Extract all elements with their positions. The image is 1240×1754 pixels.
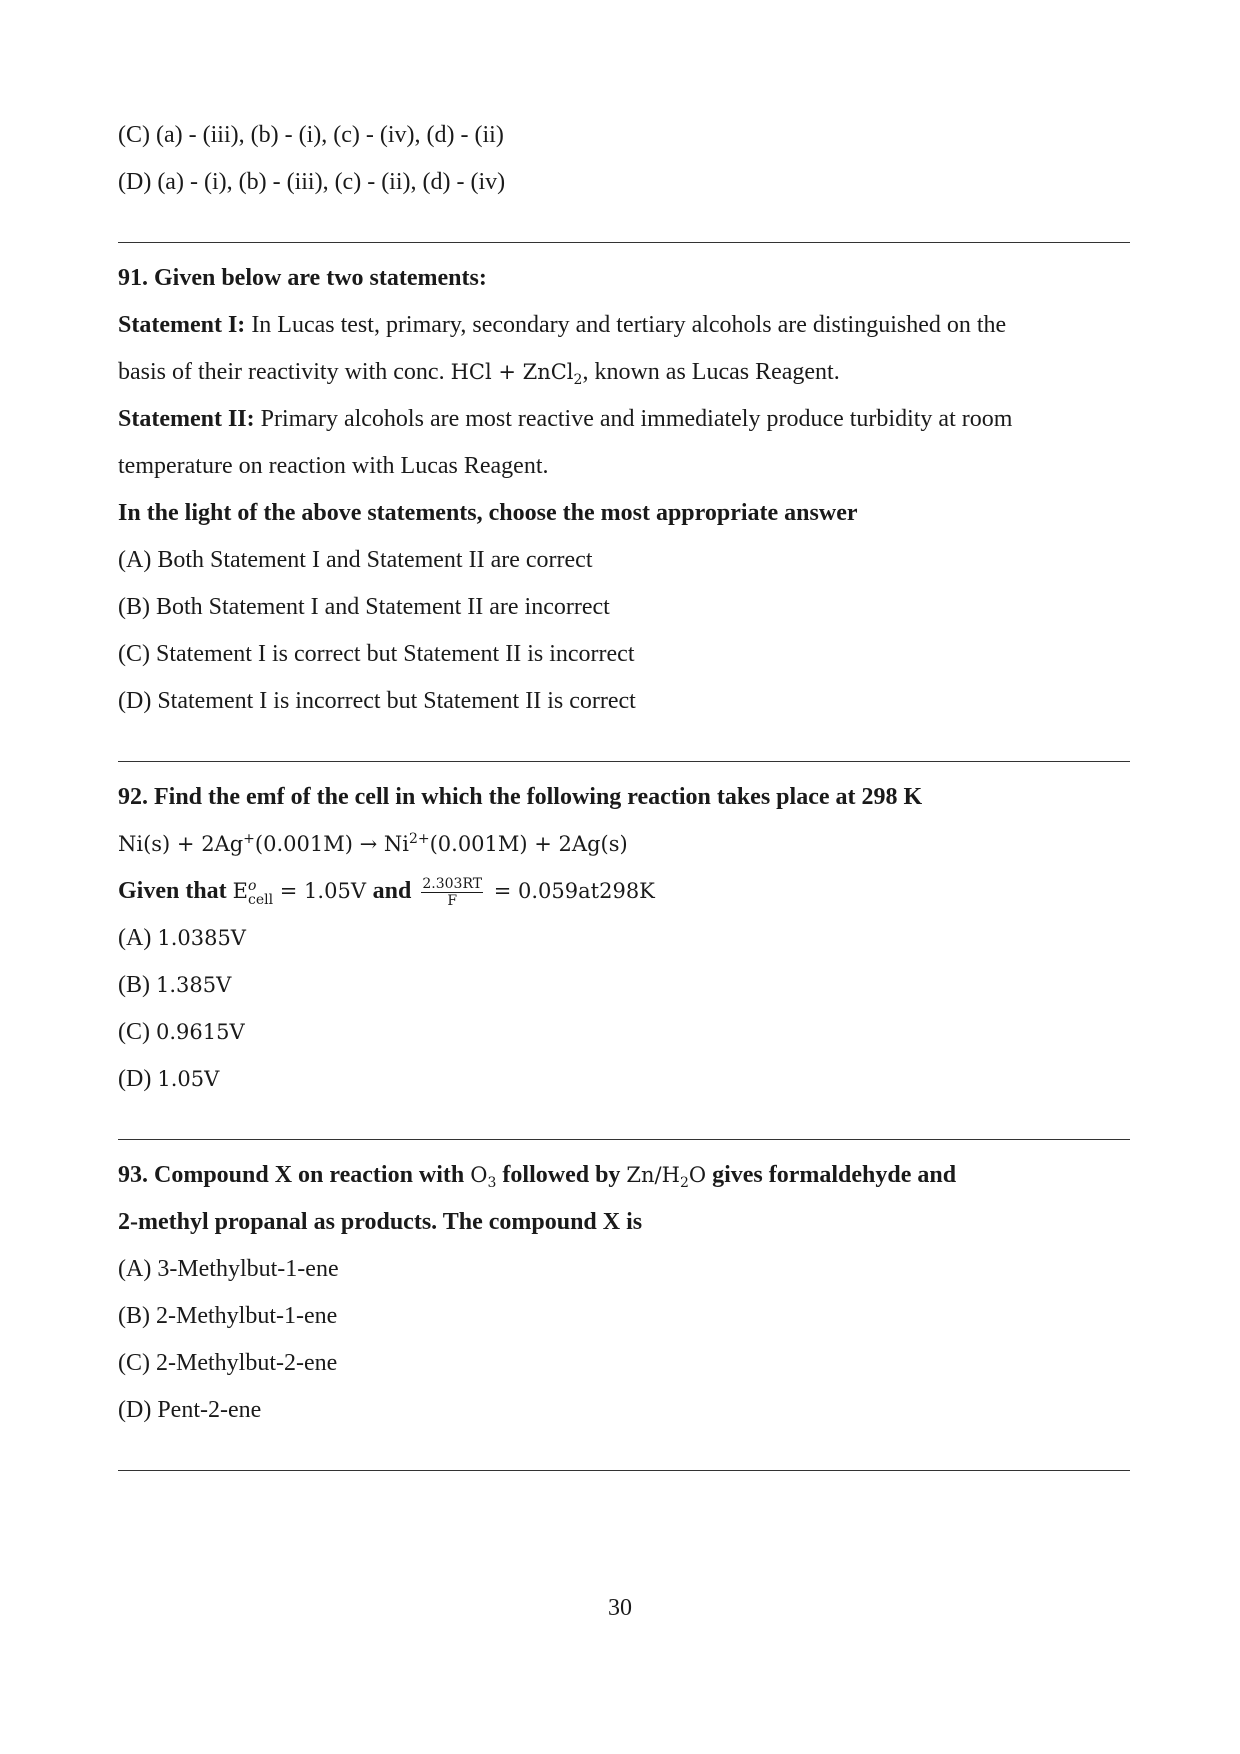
q92-option-d	[118, 1056, 1130, 1103]
page-number: 30	[608, 1595, 632, 1621]
option-label: (C)	[118, 1019, 156, 1045]
prev-option-c: (C) (a) - (iii), (b) - (i), (c) - (iv), (d) - (ii)	[118, 122, 504, 148]
q91-instruction: In the light of the above statements, choose the most appropriate answer	[118, 500, 858, 526]
and-label: and	[372, 878, 418, 904]
q92-option-c	[118, 1009, 1130, 1056]
divider	[118, 1470, 1130, 1471]
rxn-sup-1: +	[243, 831, 255, 847]
q93-option-d: (D) Pent-2-ene	[118, 1397, 262, 1423]
rxn-part-a: Ni(s) + 2Ag	[118, 832, 244, 856]
q92-reaction	[118, 821, 1130, 868]
lucas-reagent-formula	[450, 360, 583, 389]
rxn-sup-2: 2+	[408, 831, 430, 847]
zn-h: Zn/H	[626, 1163, 680, 1187]
ozone-subscript: 3	[487, 1175, 497, 1192]
ozone-formula	[470, 1163, 497, 1192]
q91-s1-text-b: basis of their reactivity with conc.	[118, 359, 451, 385]
zn-o: O	[688, 1163, 707, 1187]
prev-option-d: (D) (a) - (i), (b) - (iii), (c) - (ii), (d) - (iv)	[118, 169, 506, 195]
e-subscript: cell	[248, 891, 274, 908]
reagent-subscript: 2	[573, 372, 583, 389]
q91-option-d: (D) Statement I is incorrect but Statement II is correct	[118, 688, 636, 714]
e-cell-expression	[232, 877, 373, 908]
q91-statement-2-cont: temperature on reaction with Lucas Reagent.	[118, 453, 549, 479]
q91-option-b: (B) Both Statement I and Statement II are incorrect	[118, 594, 610, 620]
q92-title: 92. Find the emf of the cell in which the following reaction takes place at 298 K	[118, 784, 923, 810]
rxn-part-c: (0.001M) + 2Ag(s)	[429, 832, 628, 856]
option-value: 1.0385V	[157, 926, 246, 950]
q93-title-a: 93. Compound X on reaction with	[118, 1162, 471, 1188]
zn-water-formula	[626, 1163, 707, 1192]
q91-statement-2	[118, 396, 1130, 443]
rxn-part-b: (0.001M) → Ni	[254, 832, 409, 856]
q93-title-line2: 2-methyl propanal as products. The compound X is	[118, 1209, 643, 1235]
e-value: = 1.05V	[273, 879, 373, 903]
option-label: (B)	[118, 972, 156, 998]
option-value: 1.05V	[157, 1067, 220, 1091]
given-label: Given that	[118, 878, 233, 904]
q93-option-b: (B) 2-Methylbut-1-ene	[118, 1303, 338, 1329]
option-value: 1.385V	[156, 973, 232, 997]
q91-s1-label: Statement I:	[118, 312, 246, 338]
option-value: 0.9615V	[156, 1020, 245, 1044]
q93-title-c: gives formaldehyde and	[706, 1162, 957, 1188]
q91-s2-text: Primary alcohols are most reactive and immediately produce turbidity at room	[254, 406, 1013, 432]
q91-option-c: (C) Statement I is correct but Statement II is incorrect	[118, 641, 635, 667]
fraction-value: = 0.059at298K	[487, 879, 655, 903]
document-page	[118, 112, 1130, 1471]
q93-title	[118, 1152, 1130, 1199]
fraction-numerator: 2.303RT	[422, 875, 483, 892]
ozone-o: O	[470, 1163, 488, 1187]
q91-s1-text: In Lucas test, primary, secondary and tertiary alcohols are distinguished on the	[245, 312, 1007, 338]
e-superscript: o	[248, 877, 257, 894]
reagent-text: HCl + ZnCl	[450, 360, 574, 384]
q91-title: 91. Given below are two statements:	[118, 265, 487, 291]
e-symbol: E	[232, 879, 249, 903]
q92-option-a	[118, 915, 1130, 962]
q93-option-c: (C) 2-Methylbut-2-ene	[118, 1350, 338, 1376]
q92-given	[118, 868, 1130, 915]
q91-statement-1-cont	[118, 349, 1130, 396]
q93-option-a: (A) 3-Methylbut-1-ene	[118, 1256, 339, 1282]
q91-s2-label: Statement II:	[118, 406, 255, 432]
option-label: (D)	[118, 1066, 158, 1092]
q91-option-a: (A) Both Statement I and Statement II are correct	[118, 547, 593, 573]
fraction-denominator: F	[447, 892, 458, 909]
zn-subscript: 2	[679, 1175, 689, 1192]
q91-s1-text-c: , known as Lucas Reagent.	[582, 359, 840, 385]
q92-option-b	[118, 962, 1130, 1009]
q91-statement-1	[118, 302, 1130, 349]
rt-fraction	[421, 877, 483, 908]
q93-title-b: followed by	[496, 1162, 627, 1188]
option-label: (A)	[118, 925, 158, 951]
